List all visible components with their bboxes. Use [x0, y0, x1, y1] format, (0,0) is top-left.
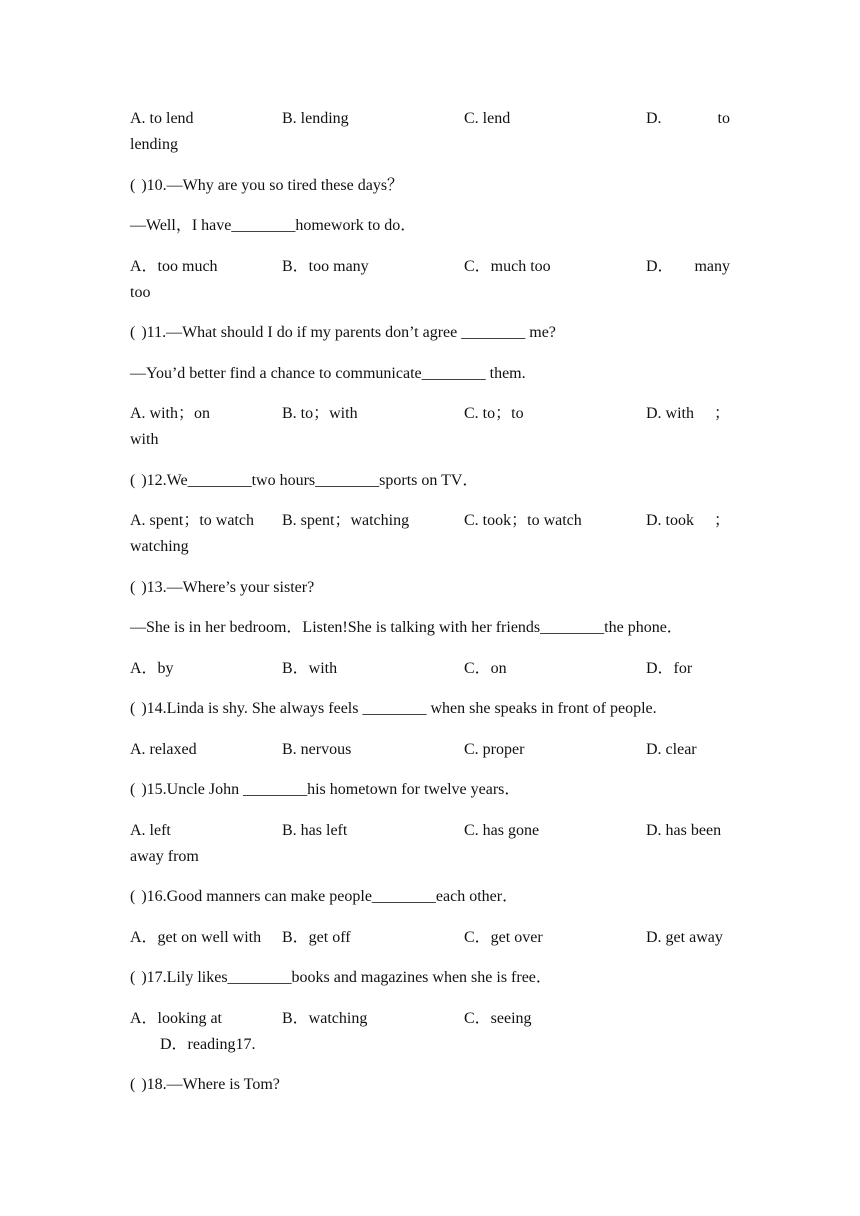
q17-stem — [130, 965, 730, 991]
q13-options — [130, 656, 730, 682]
q9-option-a: A. to lend — [130, 110, 194, 127]
q15-stem — [130, 777, 730, 803]
q13-option-b: B．with — [282, 659, 338, 677]
q13-stem-text: )13.—Where’s your sister? — [141, 578, 315, 596]
q9-option-d — [646, 106, 730, 132]
q14-options — [130, 737, 730, 763]
q11-option-a: A. with；on — [130, 405, 211, 422]
q16-stem — [130, 884, 730, 910]
q14-option-d: D. clear — [646, 740, 697, 758]
q12-stem-text: )12.We________two hours________sports on TV． — [141, 471, 479, 489]
q14-option-a: A. relaxed — [130, 740, 197, 758]
q10-stem — [130, 173, 730, 199]
answer-paren: ( — [130, 324, 136, 341]
q10-options — [130, 254, 730, 306]
q17-options — [130, 1006, 730, 1058]
q18-stem-text: )18.—Where is Tom? — [141, 1076, 280, 1093]
answer-paren: ( — [130, 578, 136, 596]
q9-option-d-wrap: lending — [130, 136, 178, 153]
q12-option-d — [646, 508, 730, 534]
q10-option-d — [646, 254, 730, 280]
q14-stem — [130, 696, 730, 722]
q12-option-d-letter: D. took — [646, 512, 694, 529]
q10-option-a: A．too much — [130, 257, 218, 275]
q13-option-c: C．on — [464, 659, 507, 677]
q12-stem — [130, 468, 730, 494]
q15-option-d-wrap: away from — [130, 847, 199, 865]
q12-option-d-text: ； — [713, 512, 730, 529]
answer-paren: ( — [130, 176, 136, 194]
q16-options — [130, 925, 730, 951]
answer-paren: ( — [130, 781, 136, 798]
q10-option-b: B．too many — [282, 257, 369, 275]
q16-option-d: D. get away — [646, 928, 723, 946]
answer-paren: ( — [130, 471, 136, 489]
q18-stem — [130, 1072, 730, 1098]
q12-option-b: B. spent；watching — [282, 512, 410, 529]
q17-stem-text: )17.Lily likes________books and magazines when she is free． — [141, 969, 552, 986]
answer-paren: ( — [130, 969, 136, 986]
q16-stem-text: )16.Good manners can make people________each other． — [141, 888, 519, 905]
q12-option-c: C. took；to watch — [464, 512, 582, 529]
q13-stem — [130, 575, 730, 601]
q15-options — [130, 818, 730, 870]
q16-option-a: A．get on well with — [130, 928, 262, 946]
q15-option-c: C. has gone — [464, 821, 540, 839]
q11-option-c: C. to；to — [464, 405, 524, 422]
q11-stem — [130, 320, 730, 346]
q9-options — [130, 106, 730, 158]
answer-paren: ( — [130, 700, 136, 717]
q9-option-d-text: to — [717, 110, 730, 127]
q17-option-d: D．reading17. — [160, 1035, 256, 1053]
answer-paren: ( — [130, 1076, 136, 1093]
q11-option-d-wrap: with — [130, 431, 159, 448]
q11-reply: —You’d better find a chance to communicate________ them. — [130, 364, 526, 382]
q14-stem-text: )14.Linda is shy. She always feels ________ when she speaks in front of people. — [141, 700, 657, 717]
q17-option-a: A．looking at — [130, 1009, 222, 1027]
q12-option-d-wrap: watching — [130, 538, 189, 555]
q11-option-d-text: ； — [713, 405, 730, 422]
q10-stem-text: )10.—Why are you so tired these days？ — [141, 176, 404, 194]
q17-option-b: B．watching — [282, 1009, 368, 1027]
q11-options — [130, 401, 730, 453]
q9-option-d-letter: D. — [646, 110, 662, 127]
q11-option-d — [646, 401, 730, 427]
q9-option-b: B. lending — [282, 110, 349, 127]
q11-option-d-letter: D. with — [646, 405, 694, 422]
q10-reply: —Well，I have________homework to do． — [130, 217, 417, 234]
q12-options — [130, 508, 730, 560]
exam-page — [130, 106, 730, 1113]
q14-option-b: B. nervous — [282, 740, 352, 758]
q13-option-d: D．for — [646, 659, 693, 677]
q15-option-d: D. has been — [646, 821, 722, 839]
answer-paren: ( — [130, 888, 136, 905]
q13-reply: —She is in her bedroom．Listen!She is talking with her friends________the phone． — [130, 619, 683, 636]
q9-option-c: C. lend — [464, 110, 511, 127]
q14-option-c: C. proper — [464, 740, 525, 758]
q10-option-d-text: many — [694, 257, 730, 275]
q13-option-a: A．by — [130, 659, 174, 677]
q15-option-b: B. has left — [282, 821, 348, 839]
q16-option-c: C．get over — [464, 928, 543, 946]
q10-option-d-letter: D． — [646, 257, 674, 275]
q10-option-d-wrap: too — [130, 283, 151, 301]
q11-option-b: B. to；with — [282, 405, 358, 422]
q16-option-b: B．get off — [282, 928, 351, 946]
q15-stem-text: )15.Uncle John ________his hometown for twelve years． — [141, 781, 521, 798]
q17-option-c: C．seeing — [464, 1009, 532, 1027]
q15-option-a: A. left — [130, 821, 171, 839]
q12-option-a: A. spent；to watch — [130, 512, 254, 529]
q11-stem-text: )11.—What should I do if my parents don’t agree ________ me? — [141, 324, 556, 341]
q10-option-c: C．much too — [464, 257, 551, 275]
